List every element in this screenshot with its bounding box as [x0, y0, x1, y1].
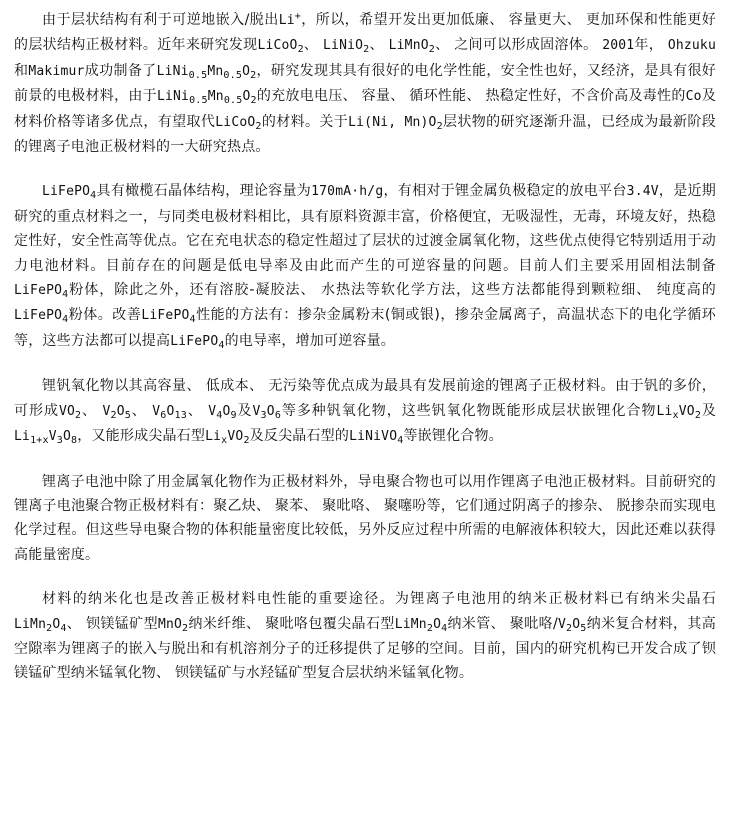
body-text: 由于层状结构有利于可逆地嵌入/脱出	[42, 12, 279, 28]
subscript-text: 2	[110, 409, 117, 421]
body-text: ，研究发现其具有很好的电化学性能，安全性也好，又经济，是具有很好前景的电极材料，由于	[14, 62, 717, 105]
subscript-text: 2	[436, 120, 443, 132]
body-text: 及反尖晶石型的	[249, 428, 350, 445]
formula-text: O	[242, 89, 251, 105]
subscript-text: 4	[218, 339, 225, 351]
subscript-text: 4	[90, 190, 97, 202]
formula-text: Li(Ni, Mn)O	[348, 114, 437, 130]
body-text: 、	[369, 37, 389, 54]
formula-text: LiMn	[394, 616, 427, 632]
body-text: 性能的方法有：掺杂金属粉末(铜或银)，掺杂金属离子，高温状态下的电化学循环等，这些方法都可以提高	[14, 307, 716, 349]
formula-text: 2001	[602, 38, 635, 54]
body-text: 及	[701, 402, 717, 419]
formula-text: LiFePO	[42, 184, 91, 200]
body-text: 等嵌锂化合物。	[403, 428, 503, 445]
body-text: 、 钡镁锰矿型	[66, 615, 158, 632]
paragraph-lifepo4	[14, 179, 716, 354]
formula-text: VO	[58, 403, 76, 419]
formula-text: O	[222, 403, 231, 419]
subscript-text: 2	[243, 435, 250, 447]
formula-text: O	[116, 403, 125, 419]
subscript-text: 5	[124, 409, 132, 421]
subscript-text: 4	[189, 314, 196, 326]
body-text: 、	[81, 402, 103, 419]
subscript-text: 5	[580, 622, 587, 634]
formula-text: O	[266, 403, 275, 419]
body-text: 粉体。改善	[68, 307, 142, 324]
formula-text: VO	[678, 403, 695, 419]
superscript-text: +	[294, 11, 301, 22]
subscript-text: 0.5	[189, 95, 208, 107]
subscript-text: 2	[75, 409, 82, 421]
body-text: 及	[236, 402, 253, 419]
subscript-text: 6	[160, 409, 167, 421]
formula-text: O	[433, 616, 442, 632]
subscript-text: 0.5	[188, 69, 208, 81]
subscript-text: 2	[428, 44, 435, 56]
paragraph-nanomaterials	[14, 587, 716, 686]
subscript-text: 13	[174, 409, 187, 421]
formula-text: LiNiVO	[349, 429, 398, 445]
body-text: ，所以，希望开发出更加低廉、 容量更大、 更加环保和性能更好的层状结构正极材料。近年来研究发现	[14, 12, 716, 54]
body-text: 的电导率，增加可逆容量。	[224, 332, 396, 349]
body-text: 锂钒氧化物以其高容量、 低成本、 无污染等优点成为最具有发展前途的锂离子正极材料。由于钒的多价，可形成	[14, 378, 716, 419]
subscript-text: 2	[694, 409, 702, 421]
subscript-text: 4	[216, 409, 223, 421]
formula-text: V	[48, 429, 57, 445]
formula-text: V	[208, 403, 217, 419]
formula-text: O	[572, 616, 581, 632]
formula-text: 3.4V	[626, 184, 659, 200]
formula-text: V	[152, 403, 161, 419]
subscript-text: 2	[250, 95, 257, 107]
subscript-text: 4	[62, 289, 69, 301]
formula-text: LiCoO	[215, 114, 256, 130]
body-text: 粉体，除此之外，还有溶胶-凝胶法、 水热法等软化学方法，这些方法都能得到颗粒细、 纯度高的	[68, 282, 716, 299]
body-text: 和	[14, 62, 29, 79]
body-text: 纳米管、 聚吡咯/	[447, 615, 558, 632]
paragraph-conductive-polymers	[14, 470, 716, 568]
subscript-text: 0.5	[223, 69, 243, 81]
formula-text: O	[52, 616, 61, 632]
formula-text: Li	[14, 429, 31, 445]
body-text: ，是近期研究的重点材料之一，与同类电极材料相比，具有原料资源丰富，价格便宜，无吸湿性，无毒，环境友好，热稳定性好，安全性高等优点。它在充电状态的稳定性超过了层状的过渡金属氧化物，这些优点使得它特别适用于动力电池材料。目前存在的问题是低电导率及由此而产生的可逆容量的问题。目前人们主要采用固相法制备	[14, 183, 717, 274]
subscript-text: 2	[255, 120, 262, 132]
subscript-text: 4	[441, 622, 448, 634]
formula-text: Li	[656, 403, 673, 419]
body-text: ，有相对于锂金属负极稳定的放电平台	[383, 183, 627, 200]
formula-text: LiFePO	[141, 308, 190, 324]
subscript-text: 3	[260, 409, 267, 421]
subscript-text: 2	[426, 622, 434, 634]
subscript-text: 0.5	[223, 95, 243, 107]
body-text: 材料的纳米化也是改善正极材料电性能的重要途径。为锂离子电池用的纳米正极材料已有纳米尖晶石	[42, 591, 716, 608]
subscript-text: 2	[182, 622, 189, 634]
subscript-text: x	[221, 435, 228, 447]
body-text: 成功制备了	[84, 62, 157, 79]
formula-text: VO	[227, 429, 244, 445]
subscript-text: 8	[71, 435, 78, 447]
body-text: 等多种钒氧化物，这些钒氧化物既能形成层状嵌锂化合物	[281, 402, 657, 419]
formula-text: MnO	[157, 616, 183, 632]
formula-text: Co	[685, 89, 702, 105]
subscript-text: x	[672, 409, 679, 421]
formula-text: LiCoO	[257, 38, 298, 54]
formula-text: Makimur	[28, 63, 85, 79]
formula-text: Li	[205, 429, 222, 445]
body-text: 纳米纤维、 聚吡咯包覆尖晶石型	[188, 615, 395, 632]
body-text: 、	[303, 37, 324, 54]
formula-text: V	[252, 403, 261, 419]
subscript-text: 9	[230, 409, 237, 421]
body-text: 的充放电电压、 容量、 循环性能、 热稳定性好，不含价高及毒性的	[256, 88, 686, 105]
formula-text: V	[102, 403, 111, 419]
subscript-text: 2	[566, 622, 573, 634]
body-text: 具有橄榄石晶体结构，理论容量为	[96, 183, 312, 200]
formula-text: V	[557, 616, 567, 632]
subscript-text: 2	[250, 69, 257, 81]
paragraph-layered-oxides	[14, 8, 716, 159]
formula-text: Li	[278, 13, 295, 28]
formula-text: LiNi	[156, 63, 189, 79]
subscript-text: 2	[297, 44, 304, 56]
formula-text: LiFePO	[14, 283, 63, 299]
paragraph-lithium-vanadium-oxides	[14, 374, 716, 449]
body-text: 的材料。关于	[261, 113, 349, 130]
body-text: 纳米复合材料，其高空隙率为锂离子的嵌入与脱出和有机溶剂分子的迁移提供了足够的空间。目前，国内的研究机构已开发合成了钡镁锰矿型纳米锰氧化物、 钡镁锰矿与水羟锰矿型复合层状纳米锰氧化物。	[14, 615, 716, 682]
body-text: 层状物的研究逐渐升温，已经成为最新阶段的锂离子电池正极材料的一大研究热点。	[14, 113, 716, 156]
body-text: 、 之间可以形成固溶体。	[435, 37, 603, 54]
formula-text: Ohzuku	[667, 38, 716, 54]
formula-text: LiNi	[156, 89, 190, 105]
subscript-text: 2	[363, 44, 370, 56]
formula-text: Mn	[207, 63, 224, 79]
formula-text: LiMn	[14, 616, 47, 632]
subscript-text: 4	[397, 435, 404, 447]
formula-text: O	[63, 429, 72, 445]
body-text: 、	[131, 402, 153, 419]
subscript-text: 6	[274, 409, 282, 421]
body-text: ，又能形成尖晶石型	[77, 428, 206, 445]
formula-text: O	[166, 403, 175, 419]
formula-text: O	[242, 63, 251, 79]
subscript-text: 4	[62, 314, 69, 326]
body-text: 年，	[634, 37, 668, 54]
subscript-text: 1+x	[30, 435, 49, 447]
body-text: 锂离子电池中除了用金属氧化物作为正极材料外，导电聚合物也可以用作锂离子电池正极材料。目前研究的锂离子电池聚合物正极材料有：聚乙炔、 聚苯、 聚吡咯、 聚噻吩等，它们通过阴离子的掺杂、 脱掺杂而实现电化学过程。但这些导电聚合物的体积能量密度比较低，另外反应过程中所需的电解液体积较大，因此还难以获得高能量密度。	[14, 473, 716, 563]
formula-text: LiFePO	[170, 333, 219, 349]
formula-text: LiMnO	[388, 38, 429, 54]
subscript-text: 2	[46, 622, 53, 634]
formula-text: LiFePO	[14, 308, 63, 324]
body-text: 、	[186, 402, 209, 419]
formula-text: LiNiO	[323, 38, 364, 54]
formula-text: Mn	[207, 89, 224, 105]
subscript-text: 4	[60, 622, 67, 634]
body-text: 及材料价格等诸多优点，有望取代	[14, 88, 717, 130]
formula-text: 170mA·h/g	[311, 184, 384, 200]
subscript-text: 3	[56, 435, 63, 447]
